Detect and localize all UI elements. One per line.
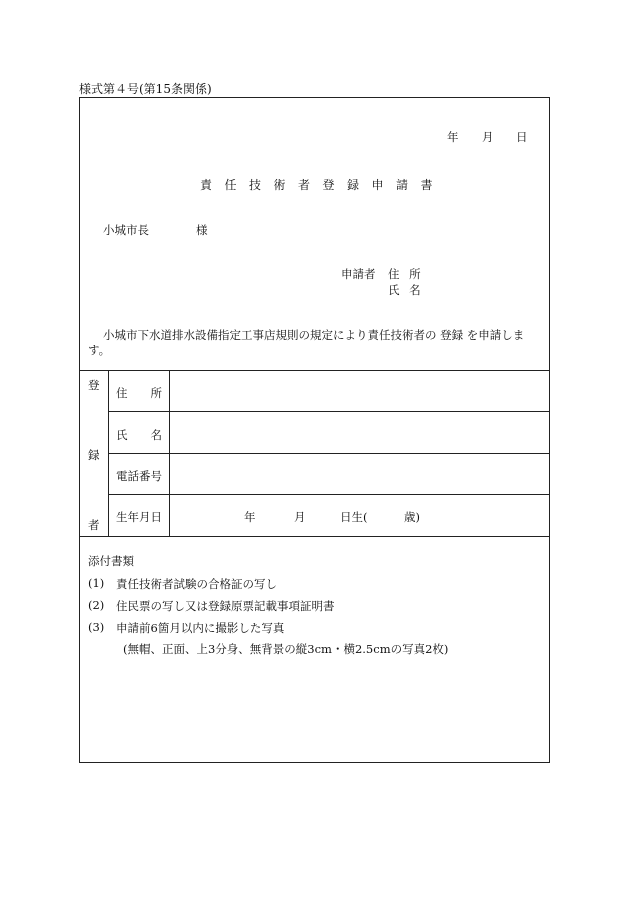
attachment-2-number: (2) <box>88 598 105 612</box>
title-char: 術 <box>273 178 286 192</box>
title-char: 録 <box>347 178 360 192</box>
side-label-char-2: 録 <box>88 448 100 462</box>
birth-day-label: 日生( <box>340 510 368 524</box>
side-column-divider <box>108 370 109 536</box>
date-day-label: 日 <box>516 130 528 144</box>
table-bottom-border <box>79 536 550 537</box>
attachment-1-text: 責任技術者試験の合格証の写し <box>116 577 277 591</box>
applicant-label: 申請者 <box>341 267 376 281</box>
birth-age-label: 歳) <box>404 510 420 524</box>
title-char: 請 <box>396 178 409 192</box>
row-label-name: 氏 名 <box>116 428 162 442</box>
addressee-honorific: 様 <box>196 223 208 237</box>
title-char: 登 <box>322 178 335 192</box>
title-char: 者 <box>298 178 311 192</box>
title-char: 責 <box>200 178 213 192</box>
row-divider-3 <box>108 494 550 495</box>
statement-line-2: す。 <box>88 343 111 357</box>
birth-month-label: 月 <box>294 510 306 524</box>
attachments-heading: 添付書類 <box>88 554 134 568</box>
attachment-3-text: 申請前6箇月以内に撮影した写真 <box>116 621 285 635</box>
title-char: 任 <box>224 178 237 192</box>
row-label-phone: 電話番号 <box>116 469 162 483</box>
title-char: 書 <box>420 178 433 192</box>
side-label-char-1: 登 <box>88 378 100 392</box>
date-year-label: 年 <box>447 130 459 144</box>
applicant-address-label: 住 所 <box>388 267 421 281</box>
attachment-3-number: (3) <box>88 620 105 634</box>
addressee-name: 小城市長 <box>103 223 149 237</box>
title-char: 技 <box>249 178 262 192</box>
row-label-address: 住 所 <box>116 386 162 400</box>
attachment-2-text: 住民票の写し又は登録原票記載事項証明書 <box>116 599 335 613</box>
table-top-border <box>79 370 550 371</box>
side-label-char-3: 者 <box>88 518 100 532</box>
date-month-label: 月 <box>482 130 494 144</box>
row-divider-2 <box>108 453 550 454</box>
row-label-birthdate: 生年月日 <box>116 510 162 524</box>
label-column-divider <box>169 370 170 536</box>
row-divider-1 <box>108 411 550 412</box>
title-char: 申 <box>371 178 384 192</box>
statement-line-1: 小城市下水道排水設備指定工事店規則の規定により責任技術者の 登録 を申請しま <box>103 328 525 342</box>
applicant-name-label: 氏 名 <box>388 283 421 297</box>
form-number: 様式第４号(第15条関係) <box>79 82 212 96</box>
birth-year-label: 年 <box>244 510 256 524</box>
attachment-photo-note: (無帽、正面、上3分身、無背景の縦3cm・横2.5cmの写真2枚) <box>123 642 449 656</box>
attachment-1-number: (1) <box>88 576 105 590</box>
